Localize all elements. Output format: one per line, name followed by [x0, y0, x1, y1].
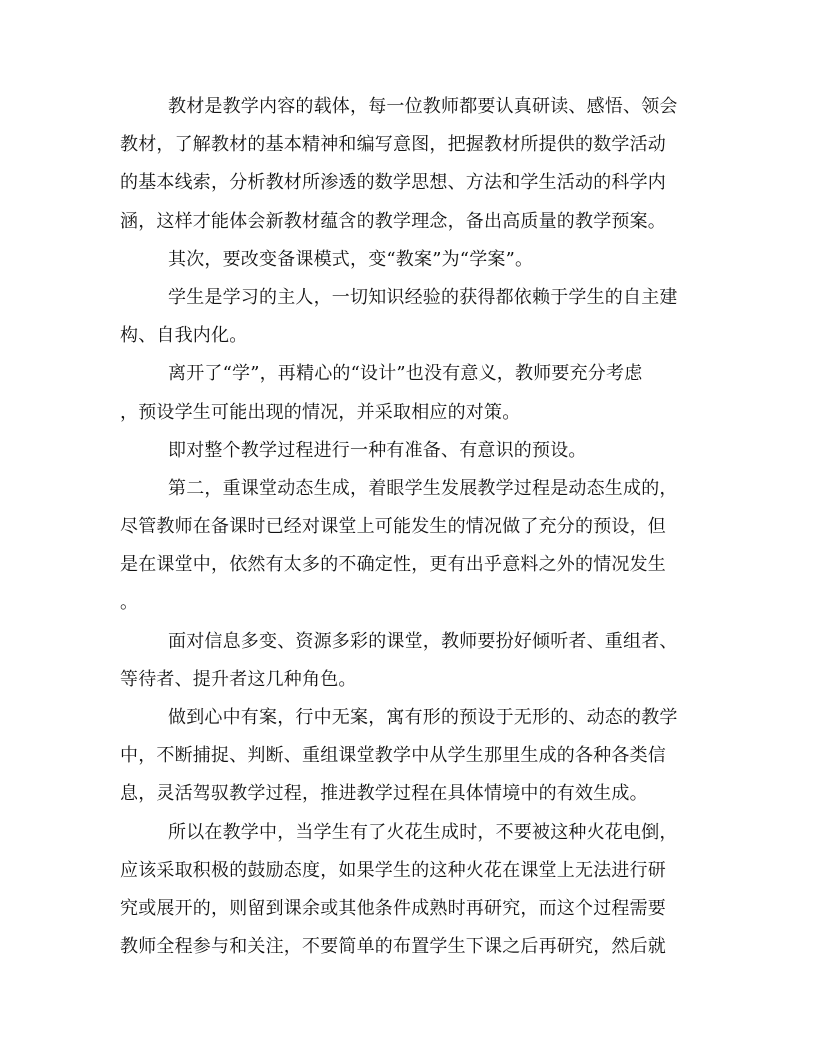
text-line: 做到心中有案，行中无案，寓有形的预设于无形的、动态的教学 [168, 707, 678, 728]
text-line: 离开了“学”，再精心的“设计”也没有意义，教师要充分考虑 [168, 363, 643, 385]
text-line: 中，不断捕捉、判断、重组课堂教学中从学生那里生成的各种各类信 [120, 745, 666, 767]
text-line: 教材，了解教材的基本精神和编写意图，把握教材所提供的数学活动 [120, 134, 666, 156]
text-line: 即对整个教学过程进行一种有准备、有意识的预设。 [168, 439, 587, 461]
text-line: 。 [120, 592, 139, 614]
paragraph-student-master [120, 279, 696, 355]
text-line: 的基本线索，分析教材所渗透的数学思想、方法和学生活动的科学内 [120, 172, 666, 194]
text-line: 教材是教学内容的载体，每一位教师都要认真研读、感悟、领会 [168, 96, 678, 117]
text-line: 等待者、提升者这几种角色。 [120, 668, 357, 690]
text-line: 第二，重课堂动态生成，着眼学生发展教学过程是动态生成的， [168, 477, 678, 499]
text-line: 所以在教学中，当学生有了火花生成时，不要被这种火花电倒， [168, 821, 678, 843]
document-page [120, 88, 696, 966]
paragraph-dynamic-generation [120, 470, 696, 623]
paragraph-textbook-study [120, 88, 696, 241]
paragraph-sparks [120, 814, 696, 967]
text-line: 是在课堂中，依然有太多的不确定性，更有出乎意料之外的情况发生 [120, 554, 666, 576]
text-line: 应该采取积极的鼓励态度，如果学生的这种火花在课堂上无法进行研 [120, 859, 666, 881]
paragraph-teacher-roles [120, 623, 696, 699]
paragraph-plan-in-mind [120, 699, 696, 814]
text-line: 涵，这样才能体会新教材蕴含的教学理念，备出高质量的教学预案。 [120, 210, 666, 232]
text-line: 面对信息多变、资源多彩的课堂，教师要扮好倾听者、重组者、 [168, 630, 678, 652]
text-line: 教师全程参与和关注，不要简单的布置学生下课之后再研究，然后就 [120, 936, 666, 958]
paragraph-presetting [120, 432, 696, 470]
text-line: 尽管教师在备课时已经对课堂上可能发生的情况做了充分的预设，但 [120, 516, 666, 538]
text-line: 学生是学习的主人，一切知识经验的获得都依赖于学生的自主建 [168, 286, 678, 308]
text-line: 究或展开的，则留到课余或其他条件成熟时再研究，而这个过程需要 [120, 897, 666, 919]
paragraph-change-lesson-mode [120, 241, 696, 279]
text-line: 构、自我内化。 [120, 325, 248, 347]
text-line: ，预设学生可能出现的情况，并采取相应的对策。 [120, 401, 521, 423]
paragraph-design [120, 355, 696, 431]
text-line: 其次，要改变备课模式，变“教案”为“学案”。 [168, 248, 534, 270]
text-line: 息，灵活驾驭教学过程，推进教学过程在具体情境中的有效生成。 [120, 783, 648, 805]
